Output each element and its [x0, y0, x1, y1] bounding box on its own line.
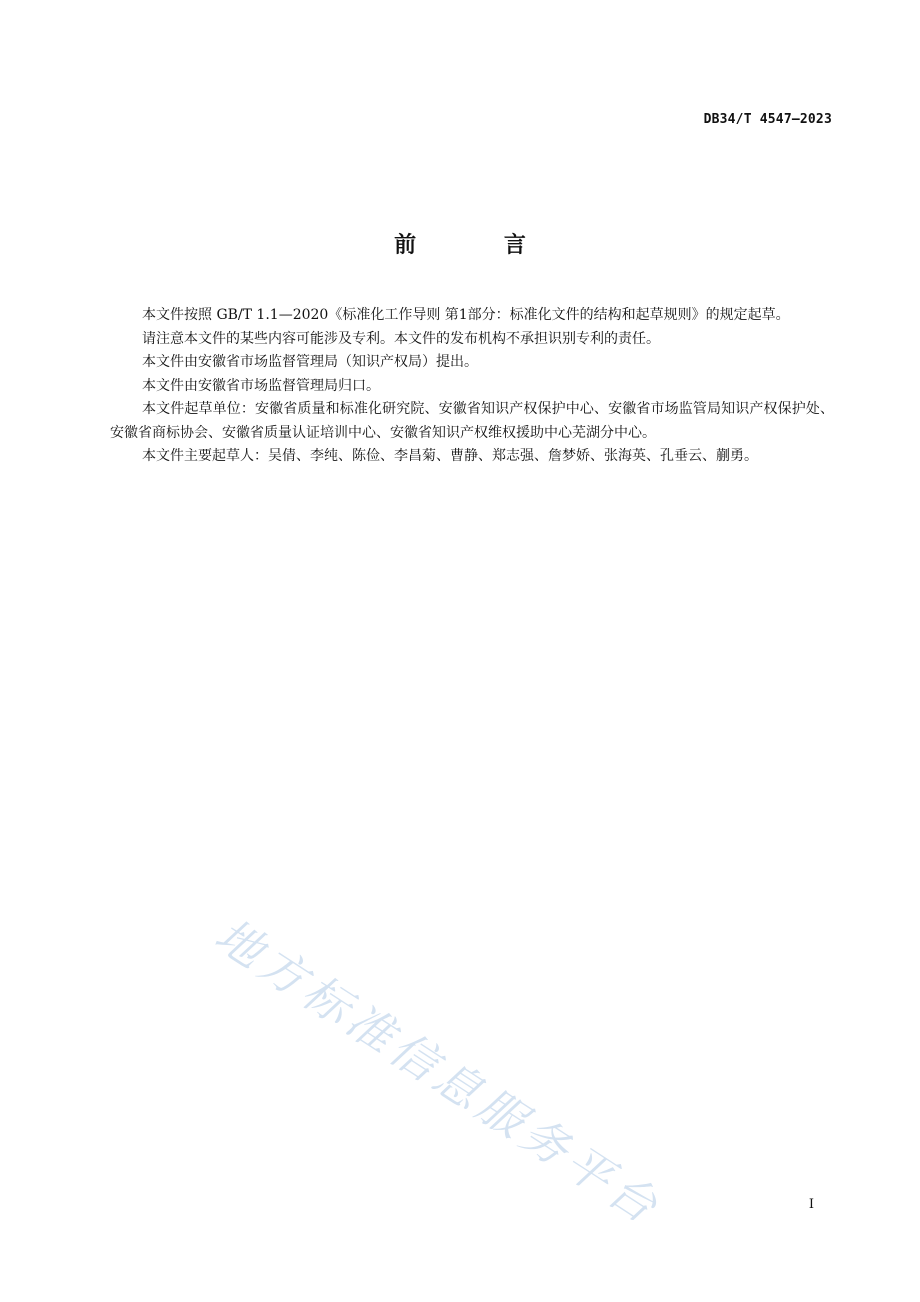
paragraph-patent-notice: 请注意本文件的某些内容可能涉及专利。本文件的发布机构不承担识别专利的责任。: [142, 330, 660, 347]
paragraph-drafting-rules: 本文件按照 GB/T 1.1—2020《标准化工作导则 第1部分：标准化文件的结构和起草规则》的规定起草。: [142, 307, 790, 323]
paragraph-administrator: 本文件由安徽省市场监督管理局归口。: [142, 377, 380, 394]
watermark-text: 地方标准信息服务平台: [205, 907, 672, 1237]
page-number: I: [808, 1197, 814, 1212]
paragraph-proposer: 本文件由安徽省市场监督管理局（知识产权局）提出。: [142, 354, 478, 370]
standard-code: DB34/T 4547—2023: [703, 112, 832, 127]
foreword-body: [110, 304, 834, 469]
paragraph-drafting-units: 本文件起草单位：安徽省质量和标准化研究院、安徽省知识产权保护中心、安徽省市场监管局知识产权保护处、安徽省商标协会、安徽省质量认证培训中心、安徽省知识产权维权援助中心芜湖分中心。: [110, 401, 834, 441]
paragraph-drafters: 本文件主要起草人：吴倩、李纯、陈俭、李昌菊、曹静、郑志强、詹梦娇、张海英、孔垂云、蒯勇。: [142, 448, 758, 464]
page-title: 前 言: [394, 233, 566, 258]
